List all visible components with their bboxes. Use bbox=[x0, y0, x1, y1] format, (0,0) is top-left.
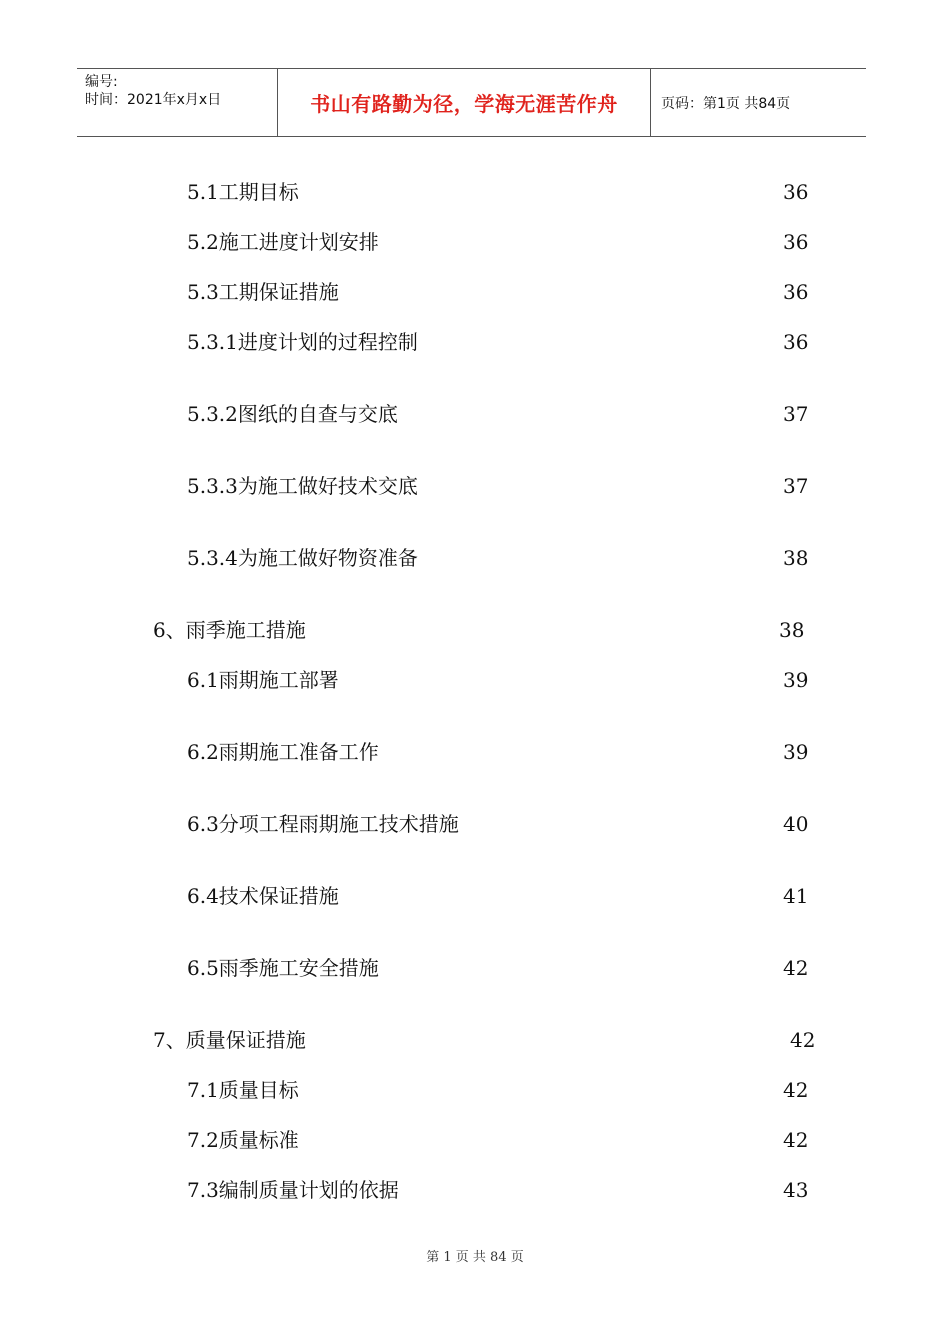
toc-entry[interactable]: 7.2质量标准 bbox=[187, 1128, 299, 1152]
time-label: 时间：2021年x月x日 bbox=[85, 92, 222, 108]
toc-page-number: 36 bbox=[783, 180, 809, 204]
toc-page-number: 42 bbox=[783, 1128, 809, 1152]
code-label: 编号: bbox=[85, 74, 118, 90]
toc-page-number: 36 bbox=[783, 280, 809, 304]
toc-page-number: 38 bbox=[783, 546, 809, 570]
toc-entry[interactable]: 6.5雨季施工安全措施 bbox=[187, 956, 379, 980]
toc-entry[interactable]: 5.3.3为施工做好技术交底 bbox=[187, 474, 418, 498]
toc-entry[interactable]: 6.2雨期施工准备工作 bbox=[187, 740, 379, 764]
page-footer bbox=[0, 1246, 950, 1265]
footer-page-text: 第 1 页 共 84 页 bbox=[426, 1250, 524, 1265]
toc-entry[interactable]: 6.3分项工程雨期施工技术措施 bbox=[187, 812, 459, 836]
toc-page-number: 41 bbox=[783, 884, 809, 908]
toc-page-number: 42 bbox=[783, 956, 809, 980]
toc-entry[interactable]: 5.3.2图纸的自查与交底 bbox=[187, 402, 398, 426]
toc-entry[interactable]: 6.4技术保证措施 bbox=[187, 884, 339, 908]
toc-entry[interactable]: 6、雨季施工措施 bbox=[153, 618, 306, 642]
toc-entry[interactable]: 7、质量保证措施 bbox=[153, 1028, 306, 1052]
slogan: 书山有路勤为径，学海无涯苦作舟 bbox=[310, 92, 618, 116]
toc-entry[interactable]: 5.3.4为施工做好物资准备 bbox=[187, 546, 418, 570]
toc-entry[interactable]: 5.3.1进度计划的过程控制 bbox=[187, 330, 418, 354]
toc-page-number: 37 bbox=[783, 474, 809, 498]
header-meta bbox=[77, 69, 278, 136]
toc-page-number: 40 bbox=[783, 812, 809, 836]
page-header bbox=[77, 68, 866, 137]
header-slogan-cell bbox=[278, 69, 651, 136]
toc-entry[interactable]: 5.3工期保证措施 bbox=[187, 280, 339, 304]
toc-page-number: 42 bbox=[783, 1078, 809, 1102]
toc-entry[interactable]: 7.3编制质量计划的依据 bbox=[187, 1178, 399, 1202]
toc-entry[interactable]: 5.2施工进度计划安排 bbox=[187, 230, 379, 254]
toc-page-number: 36 bbox=[783, 330, 809, 354]
toc-entry[interactable]: 5.1工期目标 bbox=[187, 180, 299, 204]
toc-entry[interactable]: 6.1雨期施工部署 bbox=[187, 668, 339, 692]
page-label: 页码：第1页 共84页 bbox=[661, 95, 791, 112]
toc-page-number: 43 bbox=[783, 1178, 809, 1202]
toc-entry[interactable]: 7.1质量目标 bbox=[187, 1078, 299, 1102]
toc-page-number: 37 bbox=[783, 402, 809, 426]
toc-page-number: 39 bbox=[783, 668, 809, 692]
toc-page-number: 39 bbox=[783, 740, 809, 764]
toc-page-number: 36 bbox=[783, 230, 809, 254]
header-page-cell bbox=[651, 69, 866, 136]
toc-page-number: 38 bbox=[779, 618, 805, 642]
toc-page-number: 42 bbox=[790, 1028, 816, 1052]
